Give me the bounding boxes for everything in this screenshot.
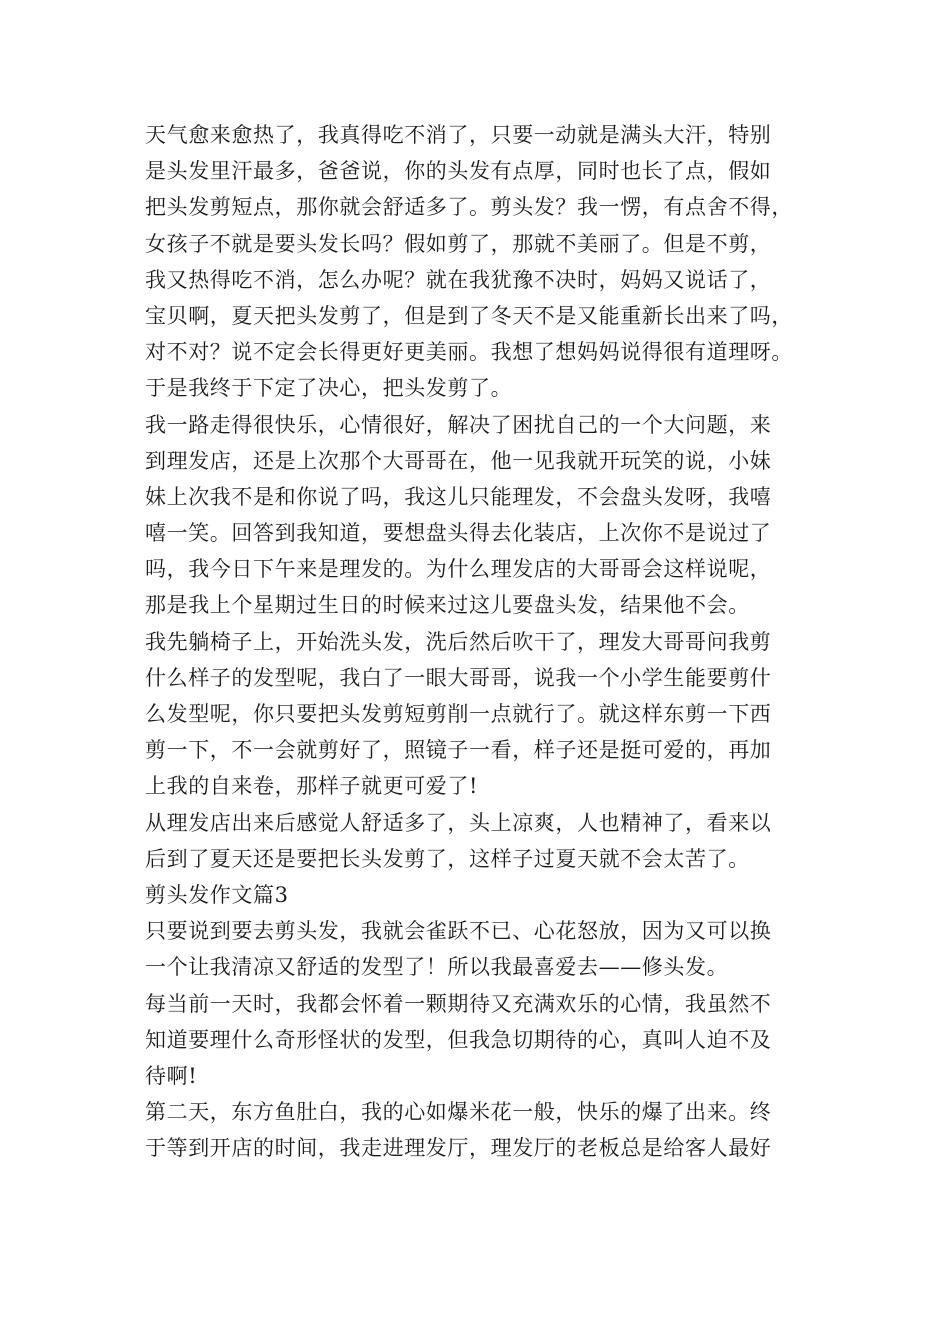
text-line: 于是我终于下定了决心，把头发剪了。: [145, 376, 513, 401]
text-line: 只要说到要去剪头发，我就会雀跃不已、心花怒放，因为又可以换: [145, 919, 772, 944]
text-line: 那是我上个星期过生日的时候来过这儿要盘头发，结果他不会。: [145, 593, 750, 618]
text-line: 把头发剪短点，那你就会舒适多了。剪头发？我一愣，有点舍不得，: [145, 195, 793, 220]
text-line: 么发型呢，你只要把头发剪短剪削一点就行了。就这样东剪一下西: [145, 702, 772, 726]
text-line: 嘻一笑。回答到我知道，要想盘头得去化装店，上次你不是说过了: [145, 521, 772, 546]
text-line: 什么样子的发型呢，我白了一眼大哥哥，说我一个小学生能要剪什: [145, 665, 772, 690]
text-line: 于等到开店的时间，我走进理发厅，理发厅的老板总是给客人最好: [145, 1136, 772, 1161]
text-line: 宝贝啊，夏天把头发剪了，但是到了冬天不是又能重新长出来了吗，: [145, 303, 793, 328]
text-line: 待啊!: [145, 1063, 198, 1088]
text-line: 天气愈来愈热了，我真得吃不消了，只要一动就是满头大汗，特别: [145, 123, 772, 147]
text-line: 知道要理什么奇形怪状的发型，但我急切期待的心，真叫人迫不及: [145, 1027, 772, 1052]
text-line: 到理发店，还是上次那个大哥哥在，他一见我就开玩笑的说，小妹: [145, 448, 772, 473]
text-line: 每当前一天时，我都会怀着一颗期待又充满欢乐的心情，我虽然不: [145, 991, 772, 1016]
text-line: 女孩子不就是要头发长吗？假如剪了，那就不美丽了。但是不剪，: [145, 231, 772, 256]
text-line: 第二天，东方鱼肚白，我的心如爆米花一般，快乐的爆了出来。终: [145, 1100, 772, 1125]
text-line: 是头发里汗最多，爸爸说，你的头发有点厚，同时也长了点，假如: [145, 159, 772, 184]
text-line: 剪一下，不一会就剪好了，照镜子一看，样子还是挺可爱的，再加: [145, 738, 772, 763]
text-line: 对不对？说不定会长得更好更美丽。我想了想妈妈说得很有道理呀。: [145, 340, 793, 365]
text-line: 一个让我清凉又舒适的发型了！所以我最喜爱去——修头发。: [145, 955, 729, 980]
text-line: 我一路走得很快乐，心情很好，解决了困扰自己的一个大问题，来: [145, 412, 772, 437]
text-line: 后到了夏天还是要把长头发剪了，这样子过夏天就不会太苦了。: [145, 846, 750, 871]
text-line: 妹上次我不是和你说了吗，我这儿只能理发，不会盘头发呀，我嘻: [145, 484, 772, 509]
text-line: 我先躺椅子上，开始洗头发，洗后然后吹干了，理发大哥哥问我剪: [145, 629, 772, 654]
text-line: 上我的自来卷，那样子就更可爱了!: [145, 774, 479, 799]
text-line: 吗，我今日下午来是理发的。为什么理发店的大哥哥会这样说呢，: [145, 557, 772, 582]
article-body: [145, 117, 825, 1166]
text-line: 我又热得吃不消，怎么办呢？就在我犹豫不决时，妈妈又说话了，: [145, 267, 772, 292]
text-line: 从理发店出来后感觉人舒适多了，头上凉爽，人也精神了，看来以: [145, 810, 772, 835]
section-heading: 剪头发作文篇3: [145, 882, 289, 907]
